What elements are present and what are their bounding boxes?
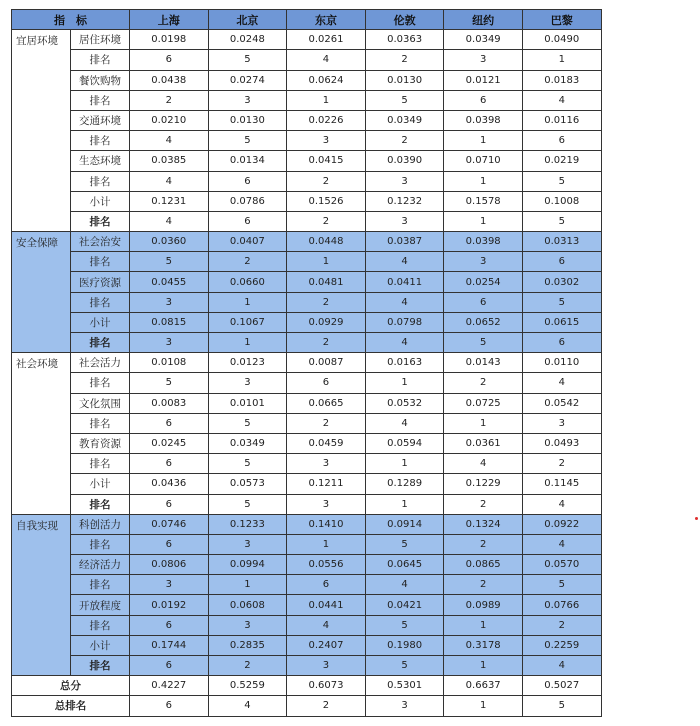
value-cell: 0.0481 xyxy=(287,272,366,292)
value-cell: 1 xyxy=(365,373,444,393)
row-label: 科创活力 xyxy=(71,514,130,534)
value-cell: 0.0361 xyxy=(444,433,523,453)
value-cell: 4 xyxy=(130,131,209,151)
value-cell: 6 xyxy=(130,696,209,716)
value-cell: 1 xyxy=(208,333,287,353)
table-row xyxy=(12,110,602,130)
value-cell: 1 xyxy=(444,696,523,716)
value-cell: 4 xyxy=(444,454,523,474)
value-cell: 0.0459 xyxy=(287,433,366,453)
table-row xyxy=(12,353,602,373)
value-cell: 0.0929 xyxy=(287,312,366,332)
table-row xyxy=(12,494,602,514)
row-label: 社会治安 xyxy=(71,232,130,252)
value-cell: 2 xyxy=(287,292,366,312)
value-cell: 0.0436 xyxy=(130,474,209,494)
value-cell: 4 xyxy=(365,252,444,272)
value-cell: 3 xyxy=(130,333,209,353)
value-cell: 6 xyxy=(287,373,366,393)
value-cell: 6 xyxy=(130,534,209,554)
row-label: 社会活力 xyxy=(71,353,130,373)
row-label: 小计 xyxy=(71,191,130,211)
value-cell: 0.0570 xyxy=(522,555,601,575)
value-cell: 0.0573 xyxy=(208,474,287,494)
value-cell: 0.5259 xyxy=(208,676,287,696)
value-cell: 0.0398 xyxy=(444,110,523,130)
value-cell: 0.3178 xyxy=(444,635,523,655)
value-cell: 0.1232 xyxy=(365,191,444,211)
table-row xyxy=(12,534,602,554)
value-cell: 3 xyxy=(365,211,444,231)
value-cell: 2 xyxy=(208,252,287,272)
value-cell: 0.0130 xyxy=(365,70,444,90)
value-cell: 0.0302 xyxy=(522,272,601,292)
row-label: 交通环境 xyxy=(71,110,130,130)
value-cell: 0.0254 xyxy=(444,272,523,292)
row-label: 排名 xyxy=(71,171,130,191)
value-cell: 0.0994 xyxy=(208,555,287,575)
value-cell: 0.0226 xyxy=(287,110,366,130)
value-cell: 3 xyxy=(208,534,287,554)
value-cell: 0.0746 xyxy=(130,514,209,534)
table-row xyxy=(12,454,602,474)
value-cell: 0.0163 xyxy=(365,353,444,373)
value-cell: 5 xyxy=(444,333,523,353)
value-cell: 4 xyxy=(287,615,366,635)
table-row xyxy=(12,90,602,110)
value-cell: 0.0455 xyxy=(130,272,209,292)
value-cell: 3 xyxy=(208,615,287,635)
value-cell: 5 xyxy=(522,211,601,231)
value-cell: 5 xyxy=(365,534,444,554)
value-cell: 1 xyxy=(444,171,523,191)
value-cell: 0.1211 xyxy=(287,474,366,494)
value-cell: 0.0407 xyxy=(208,232,287,252)
value-cell: 0.0248 xyxy=(208,30,287,50)
red-dot xyxy=(695,517,698,520)
value-cell: 2 xyxy=(365,50,444,70)
value-cell: 5 xyxy=(522,696,601,716)
value-cell: 5 xyxy=(208,494,287,514)
value-cell: 0.0274 xyxy=(208,70,287,90)
row-label: 排名 xyxy=(71,656,130,676)
table-row xyxy=(12,393,602,413)
header-shanghai: 上海 xyxy=(130,10,209,30)
row-label: 餐饮购物 xyxy=(71,70,130,90)
row-label: 小计 xyxy=(71,312,130,332)
row-label: 居住环境 xyxy=(71,30,130,50)
row-label: 医疗资源 xyxy=(71,272,130,292)
value-cell: 0.0387 xyxy=(365,232,444,252)
city-index-table xyxy=(11,9,602,717)
value-cell: 0.5027 xyxy=(522,676,601,696)
row-label: 排名 xyxy=(71,90,130,110)
value-cell: 2 xyxy=(287,696,366,716)
value-cell: 0.0110 xyxy=(522,353,601,373)
value-cell: 0.0083 xyxy=(130,393,209,413)
value-cell: 0.0183 xyxy=(522,70,601,90)
value-cell: 2 xyxy=(522,454,601,474)
value-cell: 0.1526 xyxy=(287,191,366,211)
value-cell: 0.0385 xyxy=(130,151,209,171)
table-row xyxy=(12,413,602,433)
value-cell: 3 xyxy=(444,252,523,272)
value-cell: 0.0608 xyxy=(208,595,287,615)
value-cell: 0.0421 xyxy=(365,595,444,615)
value-cell: 6 xyxy=(444,292,523,312)
value-cell: 6 xyxy=(287,575,366,595)
total-label: 总分 xyxy=(12,676,130,696)
table-row xyxy=(12,171,602,191)
value-cell: 6 xyxy=(130,50,209,70)
value-cell: 0.1289 xyxy=(365,474,444,494)
value-cell: 0.1744 xyxy=(130,635,209,655)
value-cell: 0.0652 xyxy=(444,312,523,332)
value-cell: 5 xyxy=(208,131,287,151)
value-cell: 0.0645 xyxy=(365,555,444,575)
value-cell: 5 xyxy=(522,171,601,191)
value-cell: 0.0116 xyxy=(522,110,601,130)
row-label: 小计 xyxy=(71,474,130,494)
value-cell: 4 xyxy=(522,90,601,110)
value-cell: 4 xyxy=(365,333,444,353)
value-cell: 0.6073 xyxy=(287,676,366,696)
table-row xyxy=(12,615,602,635)
table-row xyxy=(12,514,602,534)
value-cell: 5 xyxy=(130,252,209,272)
value-cell: 3 xyxy=(522,413,601,433)
value-cell: 0.0219 xyxy=(522,151,601,171)
group-label: 自我实现 xyxy=(12,514,71,676)
value-cell: 4 xyxy=(208,696,287,716)
value-cell: 1 xyxy=(208,575,287,595)
header-newyork: 纽约 xyxy=(444,10,523,30)
table-row xyxy=(12,635,602,655)
value-cell: 0.1578 xyxy=(444,191,523,211)
header-london: 伦敦 xyxy=(365,10,444,30)
value-cell: 1 xyxy=(287,90,366,110)
value-cell: 0.0441 xyxy=(287,595,366,615)
value-cell: 4 xyxy=(365,413,444,433)
row-label: 排名 xyxy=(71,252,130,272)
value-cell: 2 xyxy=(287,333,366,353)
header-row xyxy=(12,10,602,30)
value-cell: 0.0245 xyxy=(130,433,209,453)
value-cell: 6 xyxy=(522,131,601,151)
value-cell: 0.0363 xyxy=(365,30,444,50)
table-row xyxy=(12,595,602,615)
value-cell: 0.0210 xyxy=(130,110,209,130)
value-cell: 5 xyxy=(365,90,444,110)
table-row xyxy=(12,232,602,252)
value-cell: 0.0725 xyxy=(444,393,523,413)
row-label: 排名 xyxy=(71,333,130,353)
value-cell: 2 xyxy=(365,131,444,151)
value-cell: 0.1231 xyxy=(130,191,209,211)
row-label: 排名 xyxy=(71,615,130,635)
value-cell: 0.0798 xyxy=(365,312,444,332)
value-cell: 6 xyxy=(130,494,209,514)
value-cell: 1 xyxy=(522,50,601,70)
value-cell: 2 xyxy=(522,615,601,635)
value-cell: 3 xyxy=(287,494,366,514)
value-cell: 1 xyxy=(444,211,523,231)
value-cell: 5 xyxy=(208,454,287,474)
group-label: 宜居环境 xyxy=(12,30,71,232)
value-cell: 0.0438 xyxy=(130,70,209,90)
table-row xyxy=(12,131,602,151)
value-cell: 0.0815 xyxy=(130,312,209,332)
value-cell: 3 xyxy=(130,292,209,312)
value-cell: 0.0914 xyxy=(365,514,444,534)
value-cell: 0.1008 xyxy=(522,191,601,211)
value-cell: 4 xyxy=(522,373,601,393)
table-row xyxy=(12,151,602,171)
value-cell: 0.2407 xyxy=(287,635,366,655)
value-cell: 3 xyxy=(287,454,366,474)
table-row xyxy=(12,555,602,575)
value-cell: 5 xyxy=(365,656,444,676)
value-cell: 2 xyxy=(287,171,366,191)
value-cell: 0.0710 xyxy=(444,151,523,171)
header-beijing: 北京 xyxy=(208,10,287,30)
value-cell: 0.0390 xyxy=(365,151,444,171)
row-label: 排名 xyxy=(71,131,130,151)
value-cell: 4 xyxy=(365,575,444,595)
value-cell: 1 xyxy=(444,131,523,151)
value-cell: 1 xyxy=(365,494,444,514)
value-cell: 0.1233 xyxy=(208,514,287,534)
table-row xyxy=(12,272,602,292)
total-row xyxy=(12,696,602,716)
value-cell: 3 xyxy=(287,131,366,151)
value-cell: 2 xyxy=(444,575,523,595)
total-row xyxy=(12,676,602,696)
row-label: 排名 xyxy=(71,292,130,312)
total-label: 总排名 xyxy=(12,696,130,716)
value-cell: 6 xyxy=(130,413,209,433)
row-label: 排名 xyxy=(71,454,130,474)
value-cell: 1 xyxy=(208,292,287,312)
header-tokyo: 东京 xyxy=(287,10,366,30)
value-cell: 6 xyxy=(130,656,209,676)
value-cell: 6 xyxy=(130,615,209,635)
value-cell: 0.0542 xyxy=(522,393,601,413)
table-row xyxy=(12,211,602,231)
row-label: 排名 xyxy=(71,211,130,231)
value-cell: 1 xyxy=(287,252,366,272)
table-row xyxy=(12,656,602,676)
value-cell: 0.0766 xyxy=(522,595,601,615)
value-cell: 3 xyxy=(208,90,287,110)
value-cell: 3 xyxy=(365,696,444,716)
value-cell: 5 xyxy=(522,292,601,312)
value-cell: 2 xyxy=(444,373,523,393)
value-cell: 4 xyxy=(130,211,209,231)
value-cell: 0.0101 xyxy=(208,393,287,413)
value-cell: 6 xyxy=(522,252,601,272)
value-cell: 2 xyxy=(208,656,287,676)
table-row xyxy=(12,333,602,353)
value-cell: 1 xyxy=(287,534,366,554)
value-cell: 0.0865 xyxy=(444,555,523,575)
value-cell: 2 xyxy=(287,413,366,433)
value-cell: 4 xyxy=(130,171,209,191)
row-label: 排名 xyxy=(71,373,130,393)
value-cell: 0.0411 xyxy=(365,272,444,292)
value-cell: 5 xyxy=(522,575,601,595)
value-cell: 4 xyxy=(522,534,601,554)
value-cell: 6 xyxy=(522,333,601,353)
value-cell: 0.1410 xyxy=(287,514,366,534)
value-cell: 0.4227 xyxy=(130,676,209,696)
value-cell: 5 xyxy=(208,413,287,433)
value-cell: 0.1067 xyxy=(208,312,287,332)
row-label: 排名 xyxy=(71,534,130,554)
value-cell: 3 xyxy=(130,575,209,595)
value-cell: 0.0313 xyxy=(522,232,601,252)
value-cell: 5 xyxy=(208,50,287,70)
value-cell: 0.0349 xyxy=(365,110,444,130)
row-label: 开放程度 xyxy=(71,595,130,615)
table-row xyxy=(12,312,602,332)
value-cell: 0.2835 xyxy=(208,635,287,655)
value-cell: 0.0556 xyxy=(287,555,366,575)
table-row xyxy=(12,474,602,494)
value-cell: 0.0087 xyxy=(287,353,366,373)
value-cell: 6 xyxy=(130,454,209,474)
value-cell: 0.0108 xyxy=(130,353,209,373)
row-label: 排名 xyxy=(71,413,130,433)
value-cell: 0.0615 xyxy=(522,312,601,332)
value-cell: 2 xyxy=(444,494,523,514)
value-cell: 4 xyxy=(365,292,444,312)
value-cell: 0.0198 xyxy=(130,30,209,50)
value-cell: 3 xyxy=(287,656,366,676)
value-cell: 5 xyxy=(130,373,209,393)
value-cell: 0.0624 xyxy=(287,70,366,90)
table-row xyxy=(12,30,602,50)
value-cell: 0.0415 xyxy=(287,151,366,171)
table-row xyxy=(12,252,602,272)
value-cell: 0.1980 xyxy=(365,635,444,655)
group-label: 社会环境 xyxy=(12,353,71,515)
value-cell: 0.0594 xyxy=(365,433,444,453)
row-label: 经济活力 xyxy=(71,555,130,575)
row-label: 排名 xyxy=(71,50,130,70)
value-cell: 0.0360 xyxy=(130,232,209,252)
table-row xyxy=(12,191,602,211)
value-cell: 0.0130 xyxy=(208,110,287,130)
row-label: 生态环境 xyxy=(71,151,130,171)
row-label: 小计 xyxy=(71,635,130,655)
value-cell: 0.0989 xyxy=(444,595,523,615)
value-cell: 0.0134 xyxy=(208,151,287,171)
value-cell: 0.0493 xyxy=(522,433,601,453)
row-label: 教育资源 xyxy=(71,433,130,453)
value-cell: 0.0349 xyxy=(208,433,287,453)
value-cell: 0.1229 xyxy=(444,474,523,494)
value-cell: 0.0922 xyxy=(522,514,601,534)
header-indicator: 指 标 xyxy=(12,10,130,30)
value-cell: 3 xyxy=(365,171,444,191)
table-row xyxy=(12,575,602,595)
value-cell: 0.2259 xyxy=(522,635,601,655)
value-cell: 5 xyxy=(365,615,444,635)
value-cell: 1 xyxy=(444,656,523,676)
value-cell: 1 xyxy=(444,615,523,635)
value-cell: 0.0532 xyxy=(365,393,444,413)
row-label: 文化氛围 xyxy=(71,393,130,413)
value-cell: 4 xyxy=(287,50,366,70)
value-cell: 0.0786 xyxy=(208,191,287,211)
value-cell: 1 xyxy=(444,413,523,433)
row-label: 排名 xyxy=(71,575,130,595)
value-cell: 4 xyxy=(522,494,601,514)
value-cell: 0.0123 xyxy=(208,353,287,373)
value-cell: 0.6637 xyxy=(444,676,523,696)
value-cell: 2 xyxy=(444,534,523,554)
value-cell: 0.0448 xyxy=(287,232,366,252)
value-cell: 6 xyxy=(444,90,523,110)
value-cell: 3 xyxy=(444,50,523,70)
table-row xyxy=(12,70,602,90)
value-cell: 6 xyxy=(208,171,287,191)
value-cell: 0.0806 xyxy=(130,555,209,575)
value-cell: 0.0261 xyxy=(287,30,366,50)
table-row xyxy=(12,50,602,70)
table-row xyxy=(12,433,602,453)
value-cell: 0.0490 xyxy=(522,30,601,50)
row-label: 排名 xyxy=(71,494,130,514)
value-cell: 0.0192 xyxy=(130,595,209,615)
value-cell: 0.0349 xyxy=(444,30,523,50)
value-cell: 0.0121 xyxy=(444,70,523,90)
group-label: 安全保障 xyxy=(12,232,71,353)
value-cell: 0.0143 xyxy=(444,353,523,373)
value-cell: 1 xyxy=(365,454,444,474)
table-row xyxy=(12,292,602,312)
value-cell: 2 xyxy=(287,211,366,231)
value-cell: 2 xyxy=(130,90,209,110)
header-paris: 巴黎 xyxy=(522,10,601,30)
value-cell: 0.0398 xyxy=(444,232,523,252)
value-cell: 6 xyxy=(208,211,287,231)
value-cell: 0.5301 xyxy=(365,676,444,696)
value-cell: 0.1145 xyxy=(522,474,601,494)
value-cell: 0.1324 xyxy=(444,514,523,534)
value-cell: 0.0665 xyxy=(287,393,366,413)
value-cell: 3 xyxy=(208,373,287,393)
table-row xyxy=(12,373,602,393)
value-cell: 4 xyxy=(522,656,601,676)
value-cell: 0.0660 xyxy=(208,272,287,292)
